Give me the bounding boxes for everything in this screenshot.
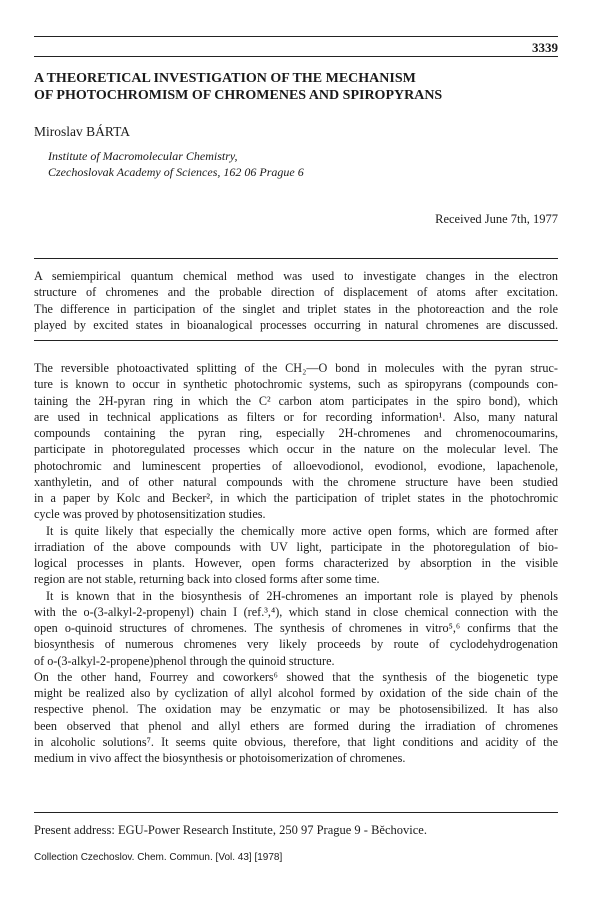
body-line: with the o-(3-alkyl-2-propenyl) chain I (ref.³,⁴), which stand in close chemical connection with the <box>34 604 558 619</box>
body-line: in a paper by Kolc and Becker², in which the participation of triplet states in the photochromic <box>34 491 558 505</box>
body-line: ture is known to occur in synthetic photochromic systems, such as spiropyrans (compounds con- <box>34 377 558 392</box>
received-date: Received June 7th, 1977 <box>435 212 558 226</box>
title-line: OF PHOTOCHROMISM OF CHROMENES AND SPIROPYRANS <box>34 88 443 103</box>
journal-citation: Collection Czechoslov. Chem. Commun. [Vol. 43] [1978] <box>34 852 283 863</box>
paper-title <box>34 70 558 104</box>
body-line: irradiation of the above compounds with UV light, participate in the photoregulation of bio- <box>34 539 558 554</box>
abstract <box>34 268 558 334</box>
author-name: Miroslav BÁRTA <box>34 124 130 139</box>
abstract-top-rule <box>34 258 558 259</box>
abstract-line: The difference in participation of the singlet and triplet states in the photoreaction and the role <box>34 301 558 316</box>
body-line: cycle was proved by photosensitization studies. <box>34 507 266 522</box>
abstract-line: structure of chromenes and the probable direction of displacement of atoms after excitation. <box>34 285 558 300</box>
body-line: been observed that phenol and allyl ethers are formed during the irradiation of chromenes <box>34 718 558 733</box>
body-line: are used in technical applications as filters or for recording information¹. Also, many natural <box>34 409 558 424</box>
body-line: It is quite likely that especially the chemically more active open forms, which are formed after <box>46 523 558 538</box>
title-line: A THEORETICAL INVESTIGATION OF THE MECHANISM <box>34 71 416 86</box>
top-rule <box>34 36 558 37</box>
footnote-rule <box>34 812 558 813</box>
abstract-line: A semiempirical quantum chemical method was used to investigate changes in the electron <box>34 269 558 283</box>
body-line: biosynthesis of numerous chromenes very likely proceeds by route of cyclodehydrogenation <box>34 637 558 652</box>
body-line: xanthyletin, and of other natural compounds with the chromene structure have been studied <box>34 474 558 489</box>
body-line: medium in vivo affect the biosynthesis or photoisomerization of chromenes. <box>34 751 406 765</box>
body-line: The reversible photoactivated splitting of the CH₂—O bond in molecules with the pyran struc- <box>34 361 558 375</box>
body-line: in alcoholic solutions⁷. It seems quite obvious, therefore, that light conditions and acidity of the <box>34 734 558 749</box>
body-line: logical processes in plants. However, open forms characterized by absorption in the visible <box>34 556 558 570</box>
body-line: participate in photoregulated processes which occur in the nature on the molecular level. The <box>34 442 558 457</box>
body-line: respective phenol. The oxidation may be enzymatic or may be photosensibilized. It has also <box>34 702 558 717</box>
body-line: of o-(3-alkyl-2-propene)phenol through the quinoid structure. <box>34 653 335 668</box>
affiliation-line: Czechoslovak Academy of Sciences, 162 06 Prague 6 <box>48 165 304 179</box>
body-line: region are not stable, returning back into closed forms after some time. <box>34 572 380 587</box>
body-line: On the other hand, Fourrey and coworkers⁶ showed that the synthesis of the biogenetic type <box>34 669 558 684</box>
page-number: 3339 <box>532 40 558 55</box>
header-rule <box>34 56 558 57</box>
body-line: photochromic and luminescent properties of alloevodionol, evodionol, evodione, lapachenole, <box>34 458 558 473</box>
affiliation-line: Institute of Macromolecular Chemistry, <box>48 149 238 163</box>
body-line: taining the 2H-pyran ring in which the C² carbon atom participates in the spiro bond), which <box>34 393 558 408</box>
body-line: compounds containing the pyran ring, especially 2H-chromenes and chromenocoumarins, <box>34 426 558 440</box>
body-text <box>34 360 558 766</box>
abstract-line: played by excited states in bioanalogical processes occurring in natural chromenes are discussed. <box>34 318 558 333</box>
affiliation <box>48 148 304 180</box>
footnote: Present address: EGU-Power Research Institute, 250 97 Prague 9 - Běchovice. <box>34 823 427 837</box>
body-line: might be realized also by cyclization of allyl alcohol formed by oxidation of the side chain of the <box>34 686 558 700</box>
body-line: open o-quinoid structures of chromenes. The synthesis of chromenes in vitro⁵,⁶ confirms that the <box>34 621 558 635</box>
abstract-bottom-rule <box>34 340 558 341</box>
body-line: It is known that in the biosynthesis of 2H-chromenes an important role is played by phenols <box>46 588 558 603</box>
